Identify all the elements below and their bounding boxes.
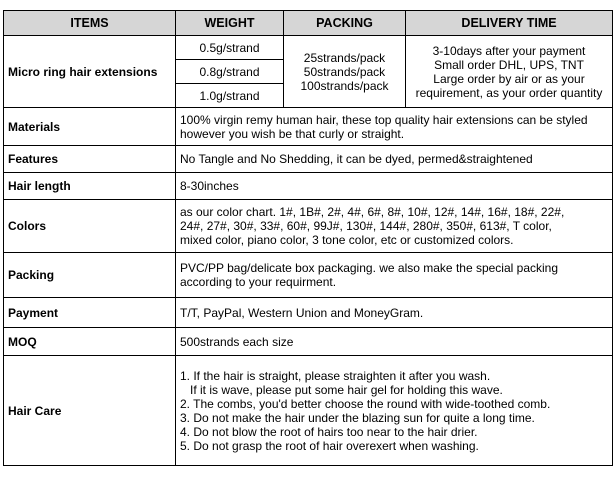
row-label: Materials [4,108,176,146]
header-delivery-time: DELIVERY TIME [406,11,613,36]
row-label: Colors [4,200,176,253]
text-line: 100% virgin remy human hair, these top quality hair extensions can be styled [180,112,588,127]
packing-row [4,253,613,298]
features-row [4,146,613,173]
row-value [176,356,613,466]
product-row [4,36,613,60]
product-spec-table [3,10,613,466]
text-line: mixed color, piano color, 3 tone color, etc or customized colors. [180,233,514,247]
delivery-line: Small order DHL, UPS, TNT [434,57,584,72]
row-value: No Tangle and No Shedding, it can be dyed, permed&straightened [176,146,613,173]
row-value [176,200,613,253]
packing-line: 100strands/pack [300,78,389,93]
header-items: ITEMS [4,11,176,36]
care-step: 1. If the hair is straight, please straighten it after you wash. [180,368,491,383]
text-line: PVC/PP bag/delicate box packaging. we also make the special packing [180,261,559,275]
header-packing: PACKING [284,11,406,36]
row-label: MOQ [4,328,176,356]
packing-cell [284,36,406,108]
header-weight: WEIGHT [176,11,284,36]
packing-line: 50strands/pack [303,64,386,79]
row-label: Packing [4,253,176,298]
delivery-cell [406,36,613,108]
product-name: Micro ring hair extensions [4,36,176,108]
row-label: Payment [4,298,176,328]
packing-line: 25strands/pack [303,50,386,65]
weight-cell: 0.8g/strand [176,60,284,84]
weight-cell: 0.5g/strand [176,36,284,60]
row-value [176,253,613,298]
care-step: 3. Do not make the hair under the blazing sun for quite a long time. [180,410,535,425]
delivery-line: Large order by air or as your [433,71,585,86]
text-line: as our color chart. 1#, 1B#, 2#, 4#, 6#, 8#, 10#, 12#, 14#, 16#, 18#, 22#, [180,205,565,219]
text-line: according to your requirment. [180,275,337,289]
text-line: however you wish be that curly or straight. [180,126,405,141]
colors-row [4,200,613,253]
weight-cell: 1.0g/strand [176,84,284,108]
payment-row [4,298,613,328]
delivery-line: 3-10days after your payment [432,43,586,58]
row-value: 500strands each size [176,328,613,356]
row-label: Hair Care [4,356,176,466]
moq-row [4,328,613,356]
care-step: 2. The combs, you'd better choose the round with wide-toothed comb. [180,396,551,411]
row-value: 8-30inches [176,173,613,200]
care-step: 4. Do not blow the root of hairs too near to the hair drier. [180,424,478,439]
materials-row [4,108,613,146]
row-value [176,108,613,146]
row-label: Hair length [4,173,176,200]
delivery-line: requirement, as your order quantity [415,85,603,100]
header-row [4,11,613,36]
hair-length-row [4,173,613,200]
row-label: Features [4,146,176,173]
row-value: T/T, PayPal, Western Union and MoneyGram. [176,298,613,328]
text-line: 24#, 27#, 30#, 33#, 60#, 99J#, 130#, 144#, 280#, 350#, 613#, T color, [180,219,552,233]
care-step: 5. Do not grasp the root of hair overexert when washing. [180,438,479,453]
hair-care-row [4,356,613,466]
care-step: If it is wave, please put some hair gel for holding this wave. [190,382,503,397]
